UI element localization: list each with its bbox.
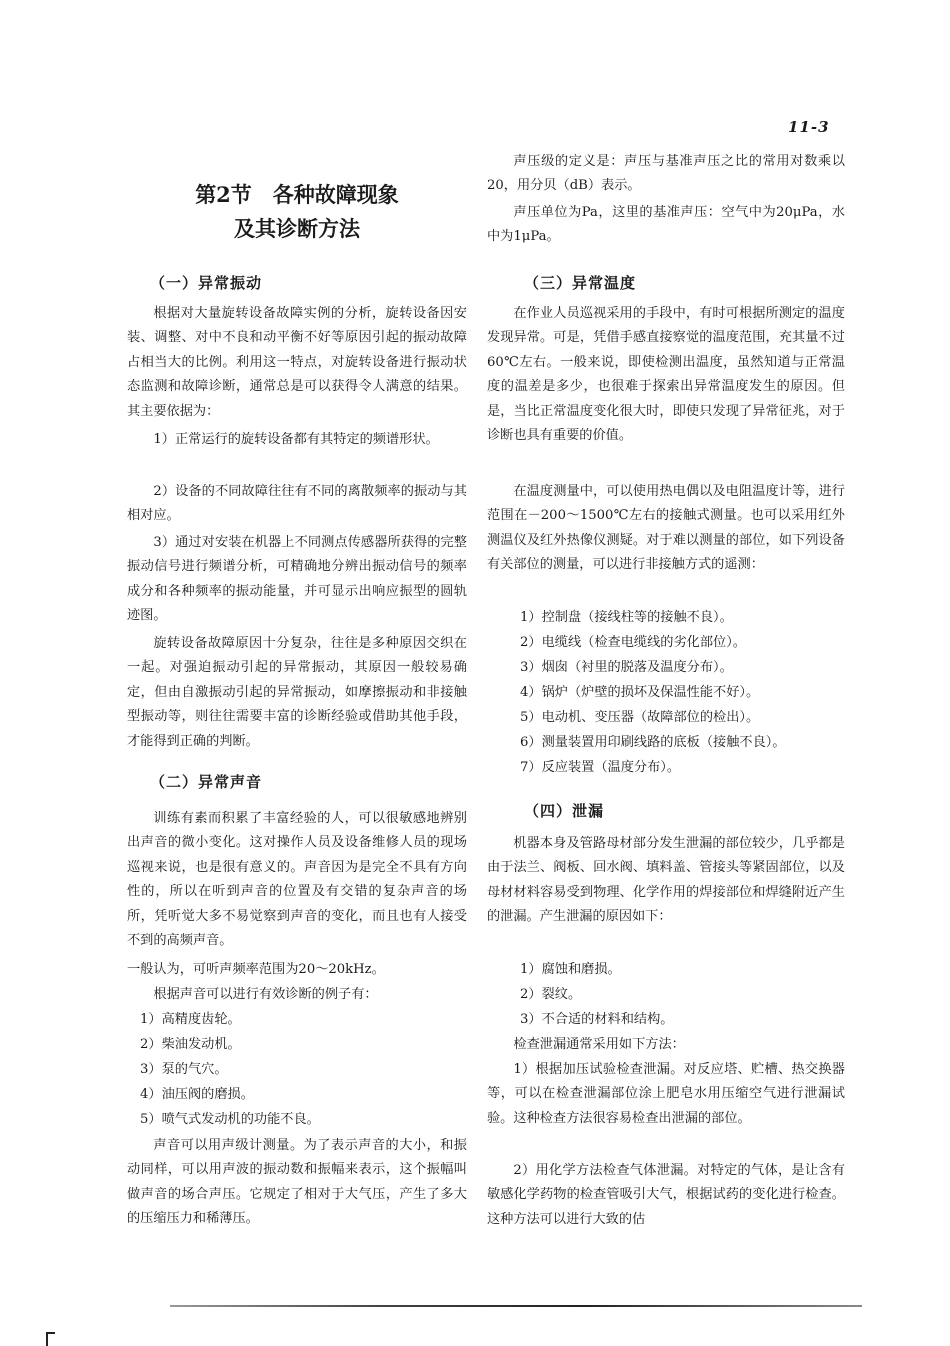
temperature-list-item: 6）测量装置用印刷线路的底板（接触不良）。: [520, 735, 786, 750]
temperature-list-item: 3）烟囱（衬里的脱落及温度分布）。: [520, 660, 733, 675]
temperature-list-item: 5）电动机、变压器（故障部位的检出）。: [520, 710, 760, 725]
temperature-list-item: 2）电缆线（检查电缆线的劣化部位）。: [520, 635, 746, 650]
vibration-para-1: 根据对大量旋转设备故障实例的分析，旋转设备因安装、调整、对中不良和动平衡不好等原因引起的振动故障占相当大的比例。利用这一特点，对旋转设备进行振动状态监测和故障诊断，通常总是可以获得令人满意的结果。其主要依据为：: [127, 306, 467, 419]
page-number: 11-3: [788, 118, 830, 136]
leakage-method-2: 2）用化学方法检查气体泄漏。对特定的气体，是让含有敏感化学药物的检查管吸引大气，根据试药的变化进行检查。这种方法可以进行大致的估: [487, 1163, 845, 1227]
heading-leakage: （四）泄漏: [524, 802, 605, 820]
leakage-para-1: 机器本身及管路母材部分发生泄漏的部位较少，几乎都是由于法兰、阀板、回水阀、填料盖、管接头等紧固部位，以及母材材料容易受到物理、化学作用的焊接部位和焊缝附近产生的泄漏。产生泄漏的原因如下：: [487, 836, 845, 925]
temperature-para-1: 在作业人员巡视采用的手段中，有时可根据所测定的温度发现异常。可是，凭借手感直接察觉的温度范围，充其量不过60℃左右。一般来说，即使检测出温度，虽然知道与正常温度的温差是多少，也很难于探索出异常温度发生的原因。但是，当比正常温度变化很大时，即使只发现了异常征兆，对于诊断也具有重要的价值。: [487, 306, 845, 444]
temperature-para-2: 在温度测量中，可以使用热电偶以及电阻温度计等，进行范围在－200～1500℃左右的接触式测量。也可以采用红外测温仪及红外热像仪测疑。对于难以测量的部位，如下列设备有关部位的测量，可以进行非接触方式的遥测：: [487, 484, 845, 573]
spl-definition-para: 声压级的定义是：声压与基准声压之比的常用对数乘以20，用分贝（dB）表示。: [487, 154, 845, 194]
sound-para-3: 根据声音可以进行有效诊断的例子有：: [153, 987, 378, 1002]
leakage-para-2: 检查泄漏通常采用如下方法：: [513, 1037, 685, 1052]
heading-abnormal-sound: （二）异常声音: [150, 773, 263, 791]
sound-list-item: 2）柴油发动机。: [140, 1037, 241, 1052]
sound-list-item: 1）高精度齿轮。: [140, 1012, 241, 1027]
leakage-cause-item: 1）腐蚀和磨损。: [520, 962, 621, 977]
leakage-cause-item: 2）裂纹。: [520, 987, 582, 1002]
sound-list-item: 4）油压阀的磨损。: [140, 1087, 254, 1102]
section-title-line2: 及其诊断方法: [234, 216, 360, 241]
sound-para-1: 训练有素而积累了丰富经验的人，可以很敏感地辨别出声音的微小变化。这对操作人员及设备维修人员的现场巡视来说，也是很有意义的。声音因为是完全不具有方向性的，所以在听到声音的位置及有交错的复杂声音的场所，凭听觉大多不易觉察到声音的变化，而且也有人接受不到的高频声音。: [127, 811, 467, 949]
temperature-list-item: 1）控制盘（接线柱等的接触不良）。: [520, 610, 733, 625]
heading-abnormal-vibration: （一）异常振动: [150, 274, 263, 292]
sound-para-2: 一般认为，可听声频率范围为20～20kHz。: [127, 962, 385, 977]
sound-list-item: 5）喷气式发动机的功能不良。: [140, 1112, 320, 1127]
sound-pressure-unit-para: 声压单位为Pa，这里的基准声压：空气中为20μPa，水中为1μPa。: [487, 205, 845, 245]
leakage-cause-item: 3）不合适的材料和结构。: [520, 1012, 674, 1027]
sound-para-4: 声音可以用声级计测量。为了表示声音的大小，和振动同样，可以用声波的振动数和振幅来表示，这个振幅叫做声音的场合声压。它规定了相对于大气压，产生了多大的压缩压力和稀薄压。: [127, 1138, 467, 1227]
section-title-line1: 第2节 各种故障现象: [195, 182, 399, 207]
heading-abnormal-temperature: （三）异常温度: [524, 274, 637, 292]
sound-list-item: 3）泵的气穴。: [140, 1062, 228, 1077]
leakage-method-1: 1）根据加压试验检查泄漏。对反应塔、贮槽、热交换器等，可以在检查泄漏部位涂上肥皂水用压缩空气进行泄漏试验。这种检查方法很容易检查出泄漏的部位。: [487, 1062, 845, 1126]
vibration-item-2: 2）设备的不同故障往往有不同的离散频率的振动与其相对应。: [127, 484, 467, 524]
temperature-list-item: 7）反应装置（温度分布）。: [520, 760, 681, 775]
temperature-list-item: 4）锅炉（炉壁的损坏及保温性能不好）。: [520, 685, 760, 700]
corner-crop-mark: [46, 1332, 55, 1346]
section-title: [127, 178, 467, 246]
vibration-para-2: 旋转设备故障原因十分复杂，往往是多种原因交织在一起。对强迫振动引起的异常振动，其原因一般较易确定，但由自激振动引起的异常振动，如摩擦振动和非接触型振动等，则往往需要丰富的诊断经验或借助其他手段，才能得到正确的判断。: [127, 636, 467, 749]
vibration-item-1: 1）正常运行的旋转设备都有其特定的频谱形状。: [153, 432, 439, 447]
vibration-item-3: 3）通过对安装在机器上不同测点传感器所获得的完整振动信号进行频谱分析，可精确地分辨出振动信号的频率成分和各种频率的振动能量，并可显示出响应振型的圆轨迹图。: [127, 535, 467, 624]
bottom-rule: [170, 1305, 862, 1307]
